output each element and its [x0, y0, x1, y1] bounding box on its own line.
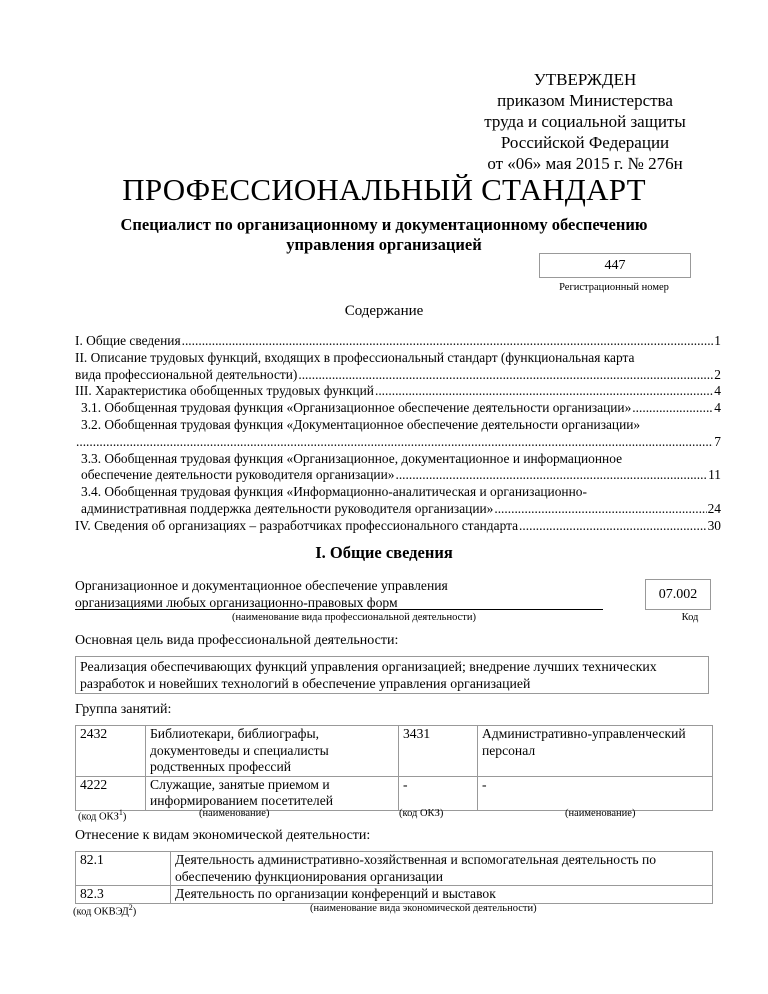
group-label: Группа занятий: — [75, 702, 172, 717]
toc-entry[interactable]: 3.1. Обобщенная трудовая функция «Организационное обеспечение деятельности организации» ..... 4 — [75, 400, 721, 417]
okz-caption: (код ОКЗ) — [399, 808, 444, 819]
occupation-name: - — [478, 776, 713, 810]
activity-name: Деятельность по организации конференций и выставок — [171, 886, 713, 904]
toc-entry[interactable]: III. Характеристика обобщенных трудовых функций ..... 4 — [75, 383, 721, 400]
occupation-name: Административно-управленческий персонал — [478, 726, 713, 777]
okved-code: 82.1 — [76, 852, 171, 886]
toc-entry[interactable]: обеспечение деятельности руководителя организации» ..... 11 — [75, 467, 721, 484]
toc-entry[interactable]: ..... 7 — [75, 434, 721, 451]
subtitle-line: Специалист по организационному и документационному обеспечению — [120, 215, 648, 234]
toc-entry[interactable]: вида профессиональной деятельности) ..... 2 — [75, 367, 721, 384]
approval-stamp — [470, 69, 700, 174]
okz-caption: (код ОКЗ$^1$) — [78, 808, 127, 823]
document-subtitle — [60, 215, 708, 255]
occupation-groups-table — [75, 725, 713, 811]
okz-code: 2432 — [76, 726, 146, 777]
table-row — [76, 776, 713, 810]
okved-code: 82.3 — [76, 886, 171, 904]
econ-label: Отнесение к видам экономической деятельности: — [75, 828, 371, 843]
toc-entry-line[interactable]: II. Описание трудовых функций, входящих в профессиональный стандарт (функциональная карта — [75, 349, 635, 365]
toc-entry-line[interactable]: 3.3. Обобщенная трудовая функция «Организационное, документационное и информационное — [81, 450, 623, 466]
toc-entry[interactable]: административная поддержка деятельности руководителя организации» ..... 24 — [75, 501, 721, 518]
table-row — [76, 726, 713, 777]
table-row — [76, 852, 713, 886]
goal-box: Реализация обеспечивающих функций управления организацией; внедрение лучших технических разработок и новейших технологий в обеспечение управления организацией — [75, 656, 709, 694]
activity-code: 07.002 — [645, 579, 711, 610]
approval-line: приказом Министерства — [497, 91, 673, 110]
document-title: ПРОФЕССИОНАЛЬНЫЙ СТАНДАРТ — [122, 172, 646, 207]
toc-entry-line[interactable]: 3.2. Обобщенная трудовая функция «Документационное обеспечение деятельности организации» — [81, 416, 641, 432]
activity-kind-caption: (наименование вида профессиональной деятельности) — [232, 612, 476, 623]
registration-label: Регистрационный номер — [559, 282, 669, 293]
table-row — [76, 886, 713, 904]
name-caption: (наименование вида экономической деятельности) — [310, 903, 537, 914]
okz-code: 3431 — [399, 726, 478, 777]
name-caption: (наименование) — [565, 808, 636, 819]
toc-entry[interactable]: I. Общие сведения ..... 1 — [75, 333, 721, 350]
table-of-contents — [75, 333, 721, 535]
subtitle-line: управления организацией — [286, 235, 482, 254]
toc-entry-line[interactable]: 3.4. Обобщенная трудовая функция «Информационно-аналитическая и организационно- — [81, 484, 587, 500]
approval-line: от «06» мая 2015 г. № 276н — [487, 154, 683, 173]
goal-label: Основная цель вида профессиональной деятельности: — [75, 633, 399, 648]
divider — [75, 609, 603, 610]
toc-entry[interactable]: IV. Сведения об организациях – разработчиках профессионального стандарта ..... 30 — [75, 518, 721, 535]
okz-code: 4222 — [76, 776, 146, 810]
registration-number: 447 — [539, 253, 691, 278]
approval-line: УТВЕРЖДЕН — [533, 70, 637, 89]
occupation-name: Служащие, занятые приемом и информированием посетителей — [146, 776, 399, 810]
occupation-name: Библиотекари, библиографы, документоведы и специалисты родственных профессий — [146, 726, 399, 777]
approval-line: труда и социальной защиты — [484, 112, 686, 131]
activity-name: Деятельность административно-хозяйственная и вспомогательная деятельность по обеспечению функционирования организации — [171, 852, 713, 886]
activity-kind: Организационное и документационное обеспечение управления организациями любых организационно-правовых форм — [75, 578, 448, 610]
toc-heading: Содержание — [344, 303, 424, 319]
okved-caption: (код ОКВЭД$^2$) — [73, 903, 137, 918]
economic-activity-table — [75, 851, 713, 904]
name-caption: (наименование) — [199, 808, 270, 819]
section-heading: I. Общие сведения — [315, 543, 453, 562]
approval-line: Российской Федерации — [500, 133, 670, 152]
activity-code-caption: Код — [681, 612, 699, 623]
okz-code: - — [399, 776, 478, 810]
